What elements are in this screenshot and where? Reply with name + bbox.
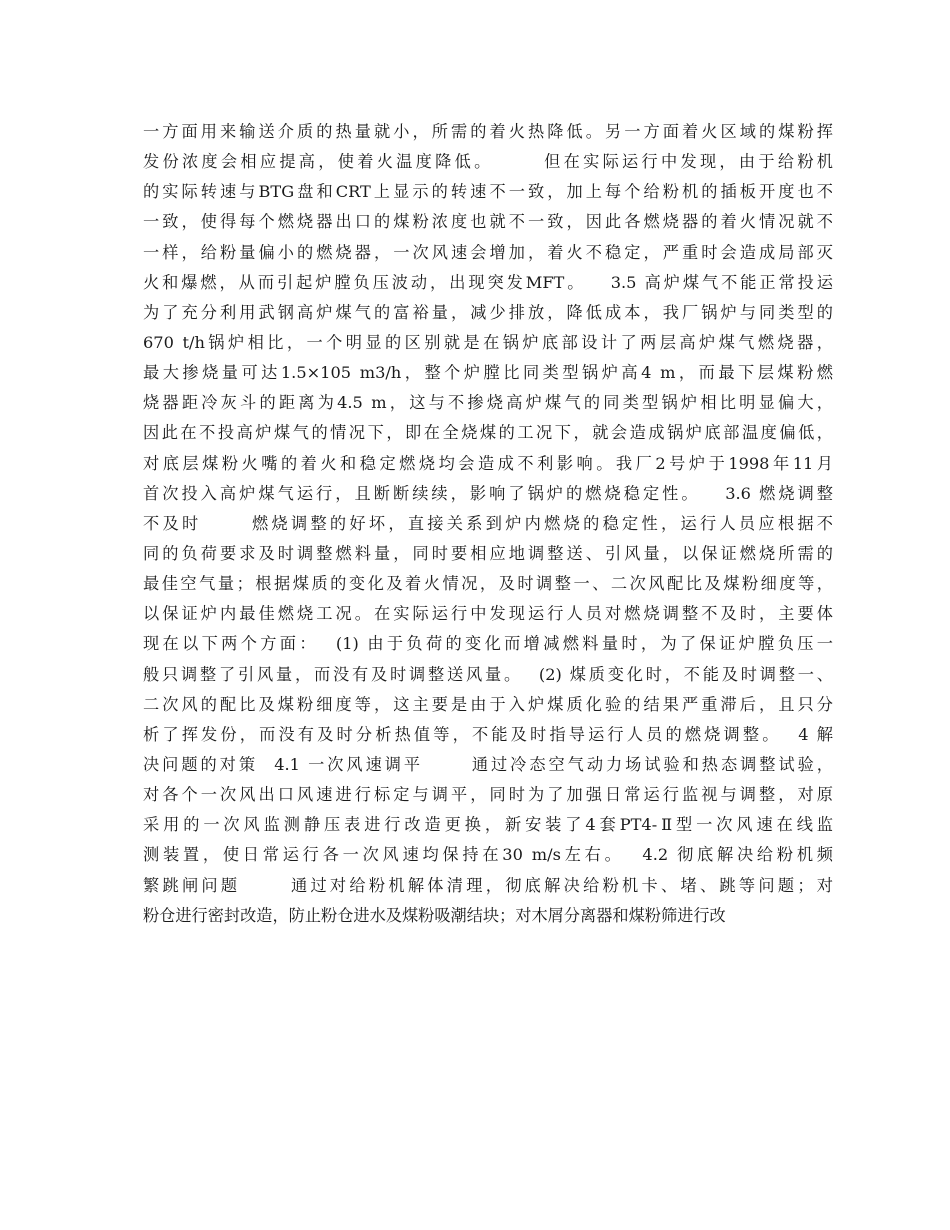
- body-text: [143, 117, 833, 931]
- text-line: 一样，给粉量偏小的燃烧器，一次风速会增加，着火不稳定，严重时会造成局部灭: [143, 242, 833, 262]
- text-line: 不及时 燃烧调整的好坏，直接关系到炉内燃烧的稳定性，运行人员应根据不: [143, 513, 833, 533]
- text-line: 繁跳闸问题 通过对给粉机解体清理，彻底解决给粉机卡、堵、跳等问题；对: [143, 875, 833, 895]
- text-line: 为了充分利用武钢高炉煤气的富裕量，减少排放，降低成本，我厂锅炉与同类型的: [143, 302, 833, 322]
- text-line: 发份浓度会相应提高，使着火温度降低。 但在实际运行中发现，由于给粉机: [143, 152, 833, 172]
- text-line: 最佳空气量；根据煤质的变化及着火情况，及时调整一、二次风配比及煤粉细度等，: [143, 574, 833, 594]
- text-line: 对底层煤粉火嘴的着火和稳定燃烧均会造成不利影响。我厂2号炉于1998年11月: [143, 453, 833, 473]
- text-line: 一致，使得每个燃烧器出口的煤粉浓度也就不一致，因此各燃烧器的着火情况就不: [143, 212, 833, 232]
- text-line: 测装置，使日常运行各一次风速均保持在30 m/s左右。 4.2 彻底解决给粉机频: [143, 845, 833, 865]
- text-line: 二次风的配比及煤粉细度等，这主要是由于入炉煤质化验的结果严重滞后，且只分: [143, 694, 833, 714]
- text-line: 般只调整了引风量，而没有及时调整送风量。 (2) 煤质变化时，不能及时调整一、: [143, 664, 833, 684]
- text-line: 因此在不投高炉煤气的情况下，即在全烧煤的工况下，就会造成锅炉底部温度偏低，: [143, 423, 833, 443]
- text-line: 火和爆燃，从而引起炉膛负压波动，出现突发MFT。 3.5 高炉煤气不能正常投运: [143, 272, 833, 292]
- text-line: 析了挥发份，而没有及时分析热值等，不能及时指导运行人员的燃烧调整。 4 解: [143, 724, 833, 744]
- text-line: 对各个一次风出口风速进行标定与调平，同时为了加强日常运行监视与调整，对原: [143, 785, 833, 805]
- text-line: 一方面用来输送介质的热量就小，所需的着火热降低。另一方面着火区域的煤粉挥: [143, 122, 833, 141]
- text-line: 采用的一次风监测静压表进行改造更换，新安装了4套PT4-Ⅱ型一次风速在线监: [143, 815, 833, 835]
- text-line: 粉仓进行密封改造，防止粉仓进水及煤粉吸潮结块；对木屑分离器和煤粉筛进行改: [143, 905, 726, 925]
- text-line: 首次投入高炉煤气运行，且断断续续，影响了锅炉的燃烧稳定性。 3.6 燃烧调整: [143, 483, 833, 503]
- text-line: 以保证炉内最佳燃烧工况。在实际运行中发现运行人员对燃烧调整不及时，主要体: [143, 604, 833, 624]
- text-line: 决问题的对策 4.1 一次风速调平 通过冷态空气动力场试验和热态调整试验，: [143, 754, 833, 774]
- text-line: 烧器距冷灰斗的距离为4.5 m，这与不掺烧高炉煤气的同类型锅炉相比明显偏大，: [143, 393, 833, 413]
- text-line: 同的负荷要求及时调整燃料量，同时要相应地调整送、引风量，以保证燃烧所需的: [143, 543, 833, 563]
- text-line: 670 t/h锅炉相比，一个明显的区别就是在锅炉底部设计了两层高炉煤气燃烧器，: [143, 332, 833, 352]
- text-line: 的实际转速与BTG盘和CRT上显示的转速不一致，加上每个给粉机的插板开度也不: [143, 182, 833, 202]
- text-line: 现在以下两个方面： (1) 由于负荷的变化而增减燃料量时，为了保证炉膛负压一: [143, 634, 833, 654]
- text-line: 最大掺烧量可达1.5×105 m3/h，整个炉膛比同类型锅炉高4 m，而最下层煤粉燃: [143, 363, 833, 383]
